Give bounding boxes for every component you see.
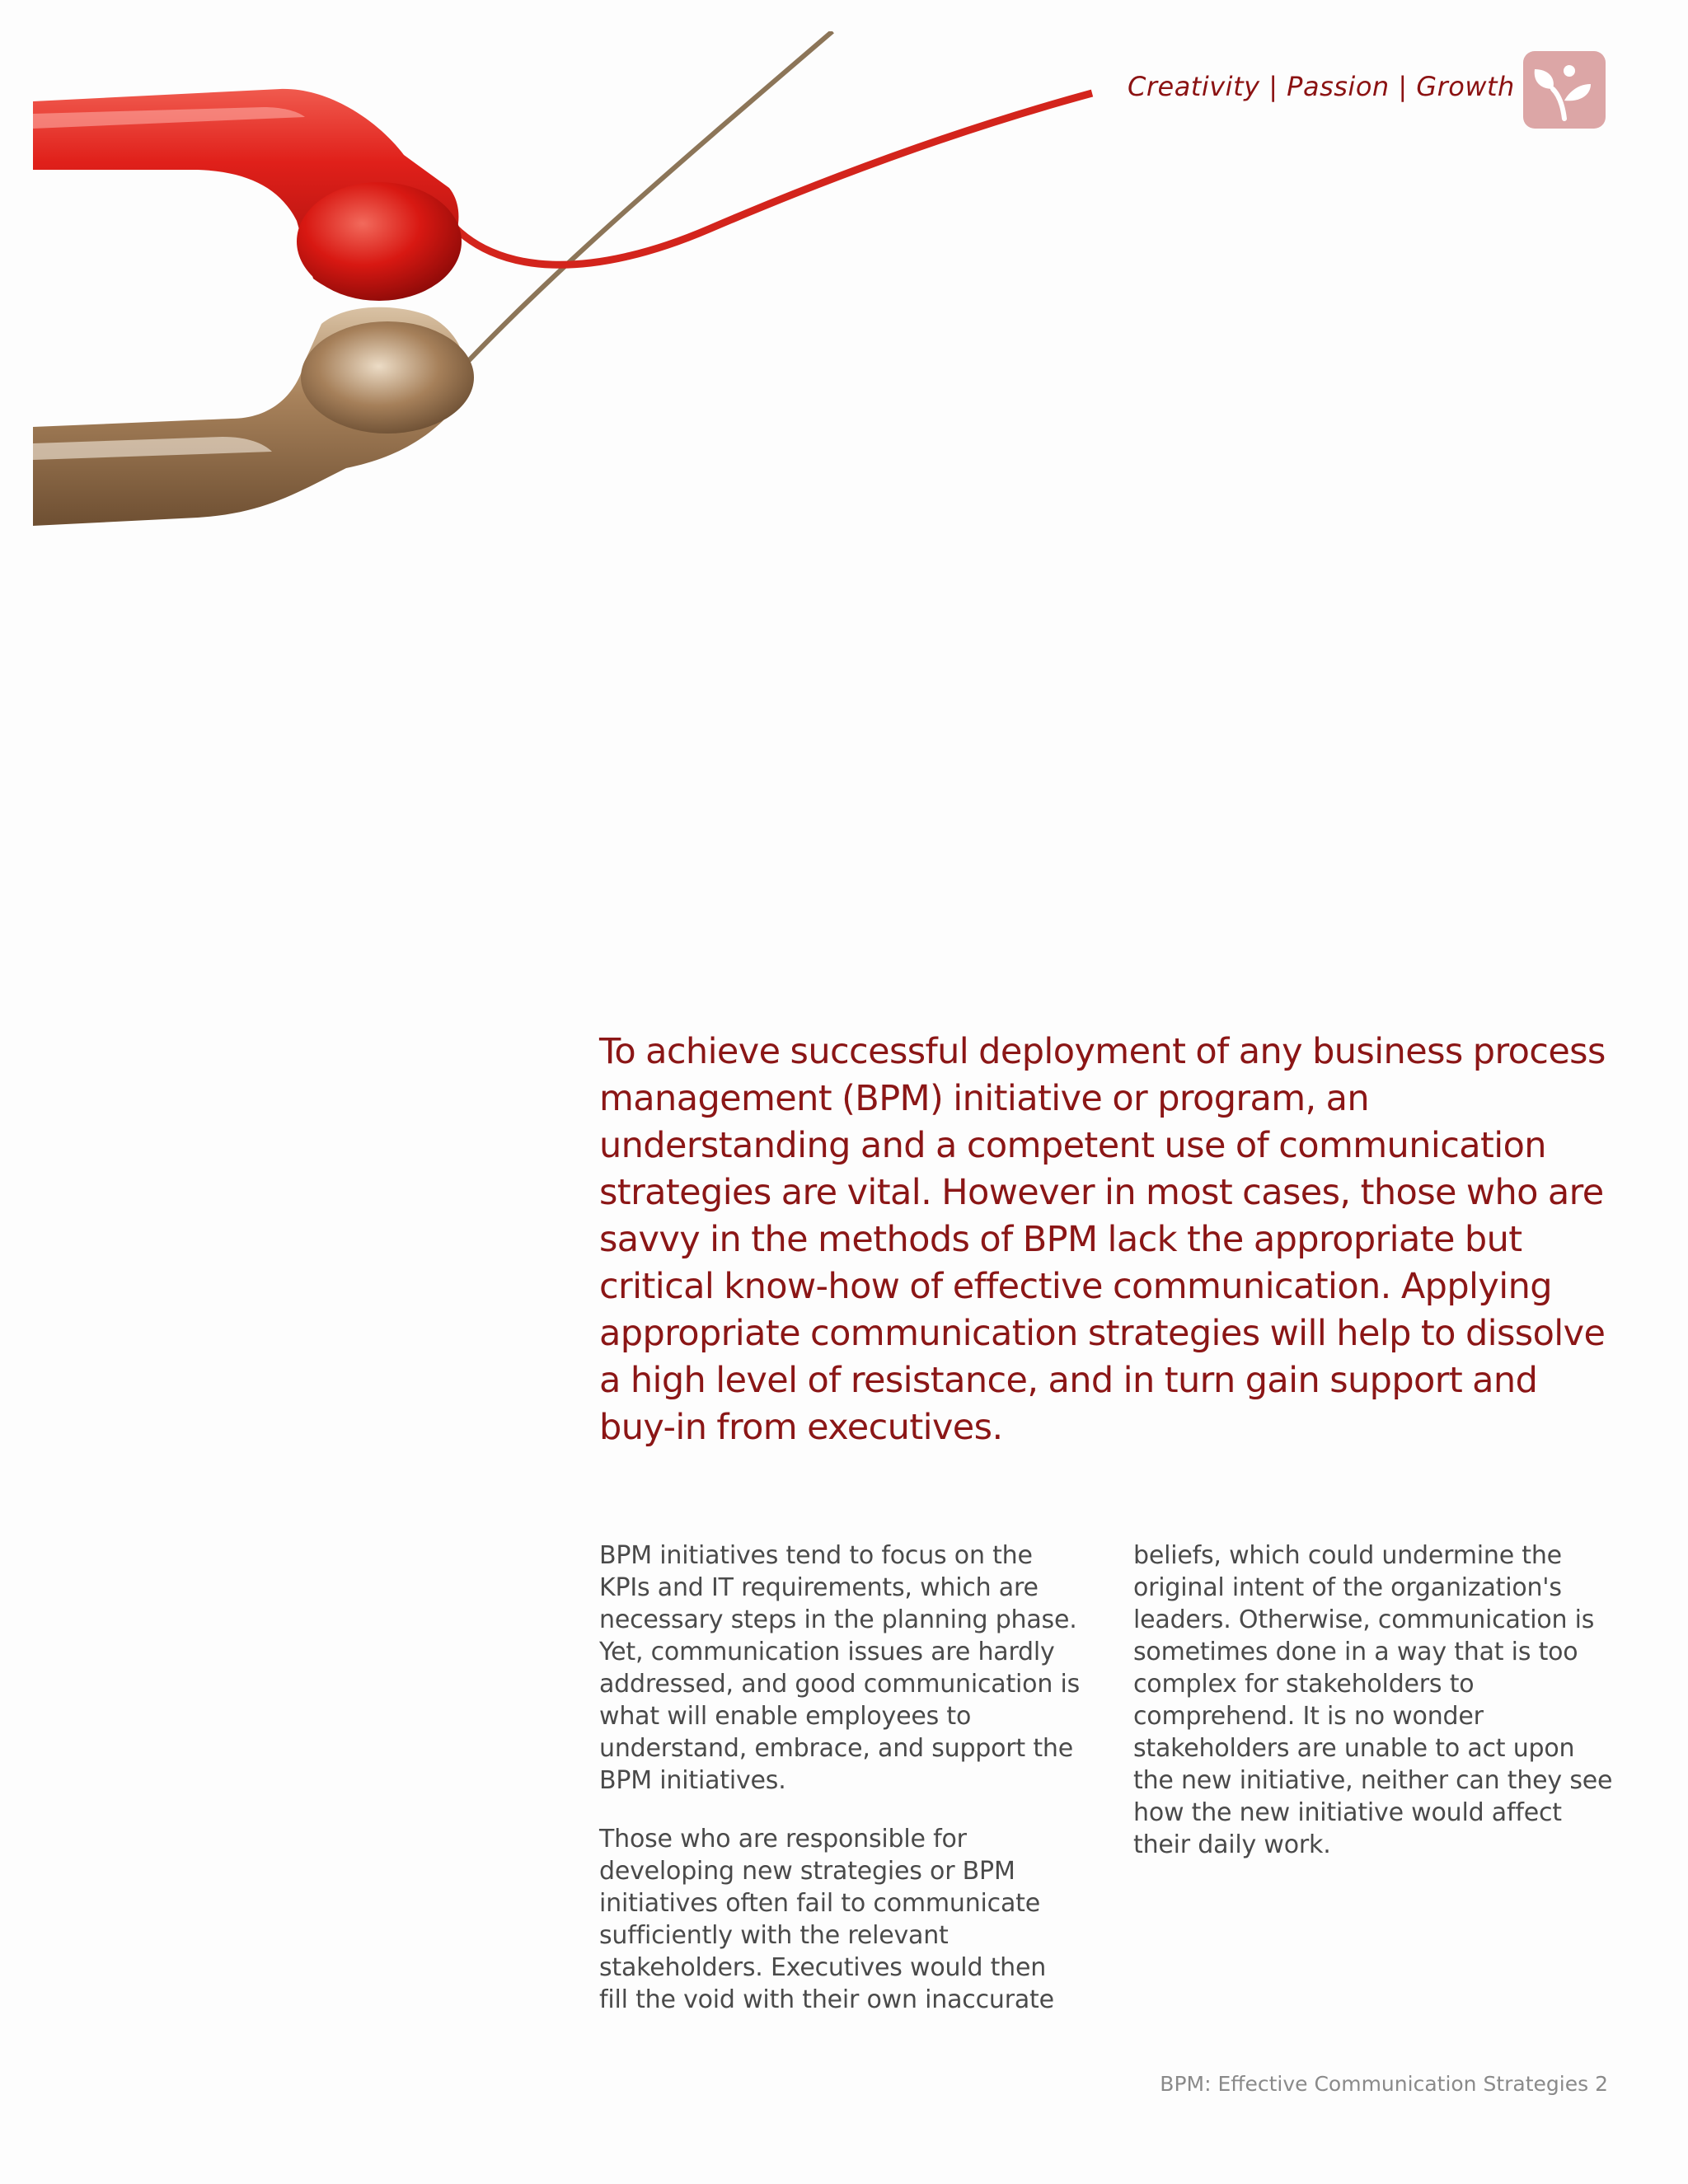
- hero-telephone-image: [33, 31, 1104, 567]
- body-column-left: [599, 1540, 1081, 2042]
- sprout-leaf-icon: [1523, 51, 1606, 129]
- lead-paragraph: To achieve successful deployment of any business process management (BPM) initiative or program, an understanding and a competent use of communication strategies are vital. However in most cases, those who are savvy in the methods of BPM lack the appropriate but critical know-how of effective communication. Applying appropriate communication strategies will help to dissolve a high level of resistance, and in turn gain support and buy-in from executives.: [599, 1031, 1606, 1448]
- telephone-handsets-image: [33, 31, 1104, 567]
- body-paragraph: beliefs, which could undermine the original intent of the organization's leaders. Otherwise, communication is sometimes done in a way that is too complex for stakeholders to comprehend. It is no wonder stakeholders are unable to act upon the new initiative, neither can they see how the new initiative would affect their daily work.: [1133, 1541, 1613, 1859]
- header-tagline: Creativity | Passion | Growth: [1128, 71, 1515, 102]
- body-paragraph: Those who are responsible for developing new strategies or BPM initiatives often fail to communicate sufficiently with the relevant stakeholders. Executives would then fill the void with their own inaccurate: [599, 1825, 1054, 2014]
- body-paragraph: BPM initiatives tend to focus on the KPIs and IT requirements, which are necessary steps in the planning phase. Yet, communication issues are hardly addressed, and good communication is what will enable employees to understand, embrace, and support the BPM initiatives.: [599, 1541, 1081, 1795]
- body-column-right: [1133, 1540, 1615, 1887]
- page-footer: BPM: Effective Communication Strategies 2: [1160, 2072, 1608, 2096]
